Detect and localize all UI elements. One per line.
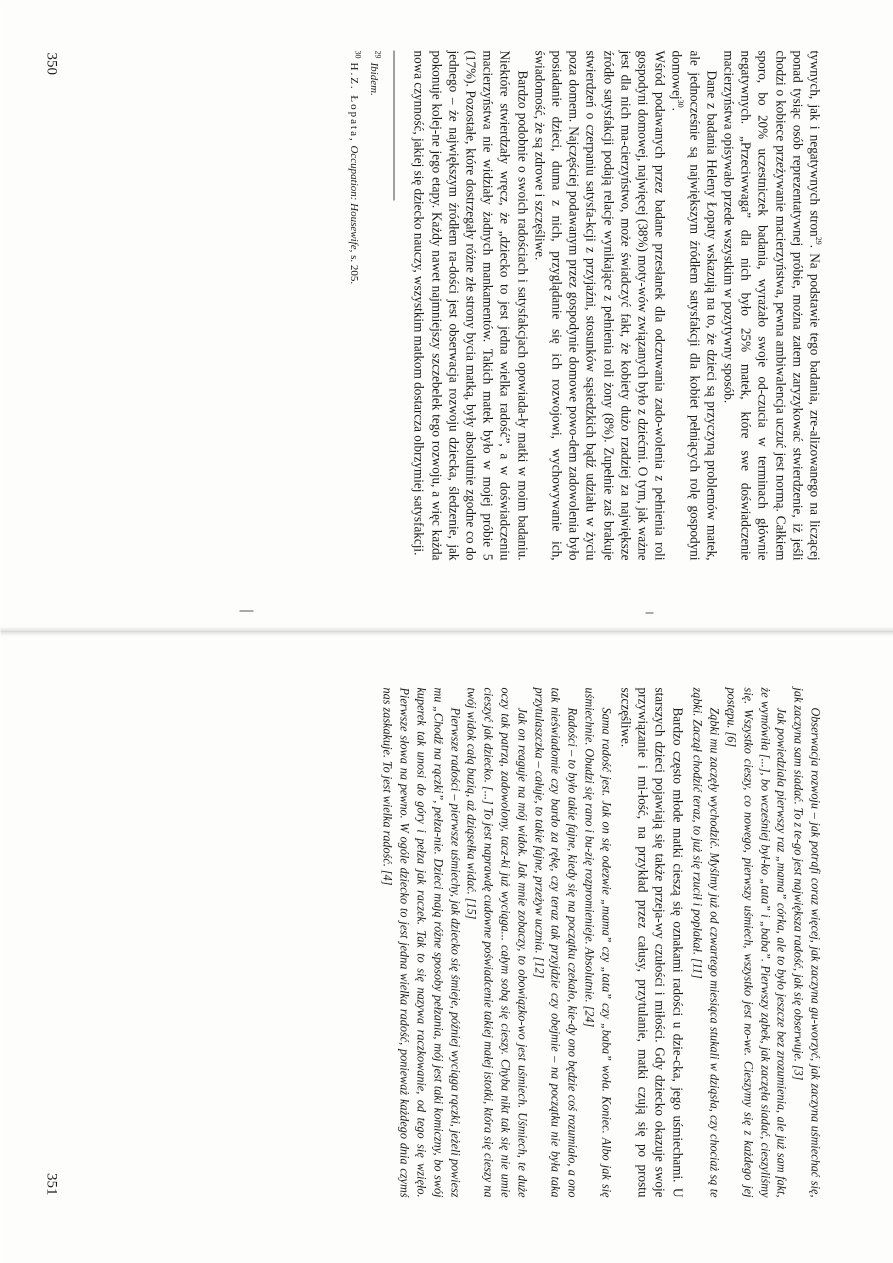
footnote-ref: 30 [675, 99, 685, 108]
interview-quote: Sama radość jest. Jak on się odezwie „mama” czy „tata” czy „baba” woła. Koniec. Albo jak się uśmiechnie. Obudzi się rano i bu-zię rozpromienieje. Absolutnie. [24] [582, 687, 613, 1197]
right-page-text [379, 687, 823, 1197]
left-page [0, 0, 893, 631]
interview-quote: Jak on reaguje na mój widok. Jak mnie zobaczy, to obowiązko-wo jest uśmiech. Uśmiech, te duże oczy tak patrzą, zadowolony, tacz-ki już wyciąga... całym sobą się cieszy. Chyba nikt tak się nie umie cieszyć jak dziecko. [...] To jest naprawdę cudowne poświadcenie takiej małej istotki, która się cieszy na twój widok całą buzią, aż dziąsełka widać. [15] [464, 687, 529, 1197]
footnote: $^{29}$Ibidem. [367, 50, 383, 96]
right-page [0, 632, 893, 1263]
paragraph: Dane z badania Heleny Łopaty wskazują na to, że dzieci są przyczyną problemów matek, ale jednocześnie są największym źródłem satysfakcji dla kobiet pełniących rolę gospodyni domowej$^{30}$. [669, 50, 719, 560]
paragraph: tywnych, jak i negatywnych stron$^{29}$. Na podstawie tego badania, zre-alizowanego na liczącej ponad tysiąc osób reprezentatywnej próbie, można zatem zaryzykować stwierdzenie, iż jeśli chodzi o kobiece przeżywanie macierzyństwa, pewna ambiwalencja uczuć jest normą. Całkiem sporo, bo 20% uczestniczek badania, wyrażało swoje od-czucia w terminach głównie negatywnych. „Przeciwwaga” dla nich było 25% matek, które swe doświadczenie macierzyństwa opisywało przede wszystkim w pozytywny sposób. [720, 50, 823, 560]
scan-mark [645, 612, 653, 613]
left-page-text [346, 50, 823, 560]
footnote: $^{30}$H.Z. Łopata, Occupation: Housewife, s. 205. [347, 50, 363, 284]
page-number: 350 [43, 52, 59, 75]
interview-quote: Jak powiedziała pierwszy raz „mama” córka, ale to było jeszcze bez zrozumienia, ale już sam fakt, że wymówiła [...], bo wcześniej był-ko „tata” i „baba”. Pierwszy ząbek, jak zaczęła siadać, cieszyliśmy się. Wszystko cieszy, co nowego, pierwszy uśmiech, wszystko jest no-we. Cieszymy się z każdego jej postępu. [6] [724, 687, 789, 1197]
paragraph: Bardzo często młode matki cieszą się oznakami radości u dzie-cka, jego uśmiechami. U starszych dzieci pojawiają się także przeja-wy czułości i miłości. Gdy dziecko okazuje swoje przywiązanie i mi-łość, na przykład przez całusy, przytulanie, matki czują się po prostu szczęśliwe. [618, 687, 685, 1197]
paragraph: Bardzo podobnie o swoich radościach i satysfakcjach opowiada-ły matki w moim badaniu. Niektóre stwierdzały wręcz, że „dziecko to jest jedna wielka radość”, a w doświadczeniu macierzyństwa nie widziały żadnych mankamentów. Takich matek było w mojej próbie 5 (17%). Pozostałe, które dostrzegały różne złe strony bycia matką, były absolutnie zgodne co do jednego – że największym źródłem ra-dości jest obserwacja rozwoju dziecka, śledzenie, jak pokonuje kolej-ne jego etapy. Każdy nawet najmniejszy szczebelek tego rozwoju, a więc każda nowa czynność, jakiej się dziecko nauczy, wszystkim matkom dostarcza olbrzymiej satysfakcji. [411, 50, 530, 560]
footnote-ref: 29 [813, 236, 823, 245]
scan-mark [239, 610, 253, 611]
page-number: 351 [43, 1172, 59, 1195]
interview-quote: Ząbki mu zaczęły wychodzić. Myślmy już od czwartego miesiąca stukali w dziąsła, czy chociaż są te ząbki. Zaczął chodzić teraz, to już się rzucił i poplakał. [11] [690, 687, 722, 1197]
interview-quote: Obserwacja rozwoju – jak potrafi coraz więcej, jak zaczyna gu-worzyć, jak zaczyna uśmiechać się, jak zaczyna sam siadać. To z te-go jest największa radość, jak się obserwuje. [3] [791, 687, 822, 1197]
paragraph: Wśród podawanych przez badane przesłanek dla odczuwania zado-wolenia z pełnienia roli gospodyni domowej, najwięcej (38%) moty-wów związanych było z dziećmi. O tym, jak ważne jest dla nich ma-cierzyństwo, może świadczyć fakt, że kobiety dużo rzadziej za największe źródło satysfakcji podają relacje wynikające z pełnienia roli żony (8%). Zupełnie zaś brakuje stwierdzeń o czerpaniu satysfa-kcji z przyjaźni, stosunków sąsiedzkich bądź udziału w życiu poza domem. Najczęściej podawanym przez gospodynie domowe powo-dem zadowolenia było posiadanie dzieci, duma z nich, przyglądanie się ich rozwojowi, wychowywanie ich, świadomość, że są zdrowe i szczęśliwe. [531, 50, 668, 560]
interview-quote: Pierwsze radości – pierwsze uśmiechy, jak dziecko się śmieje, później wyciąga rączki, jeżeli powiesz mu „Chodź na rączki”, pełza-nie. Dzieci mają różne sposoby pełzania, mój jest taki komiczny, bo swój kuperek tak unosi do góry i pełza jak raczek. Tak to się nazywa raczkowanie, od tego się wzięło. Pierwsze słowa na pewno. W ogóle dziecko to jest jedna wielka radość, ponieważ każdego dnia czymś nas zaskakuje. To jest wielka radość. [4] [380, 687, 462, 1197]
interview-quote: Radości – to było takie fajne, kiedy się na początku czekało, kie-dy ono będzie coś rozumiało, a ono tak nieświadomie czy bardo za rękę, czy teraz tak przyjdzie czy obejmie – na początku nie była taka przytulaszczka – całuje, to takie fajne, przeżyw ucznia. [12] [531, 687, 580, 1197]
footnote-divider [393, 50, 394, 200]
